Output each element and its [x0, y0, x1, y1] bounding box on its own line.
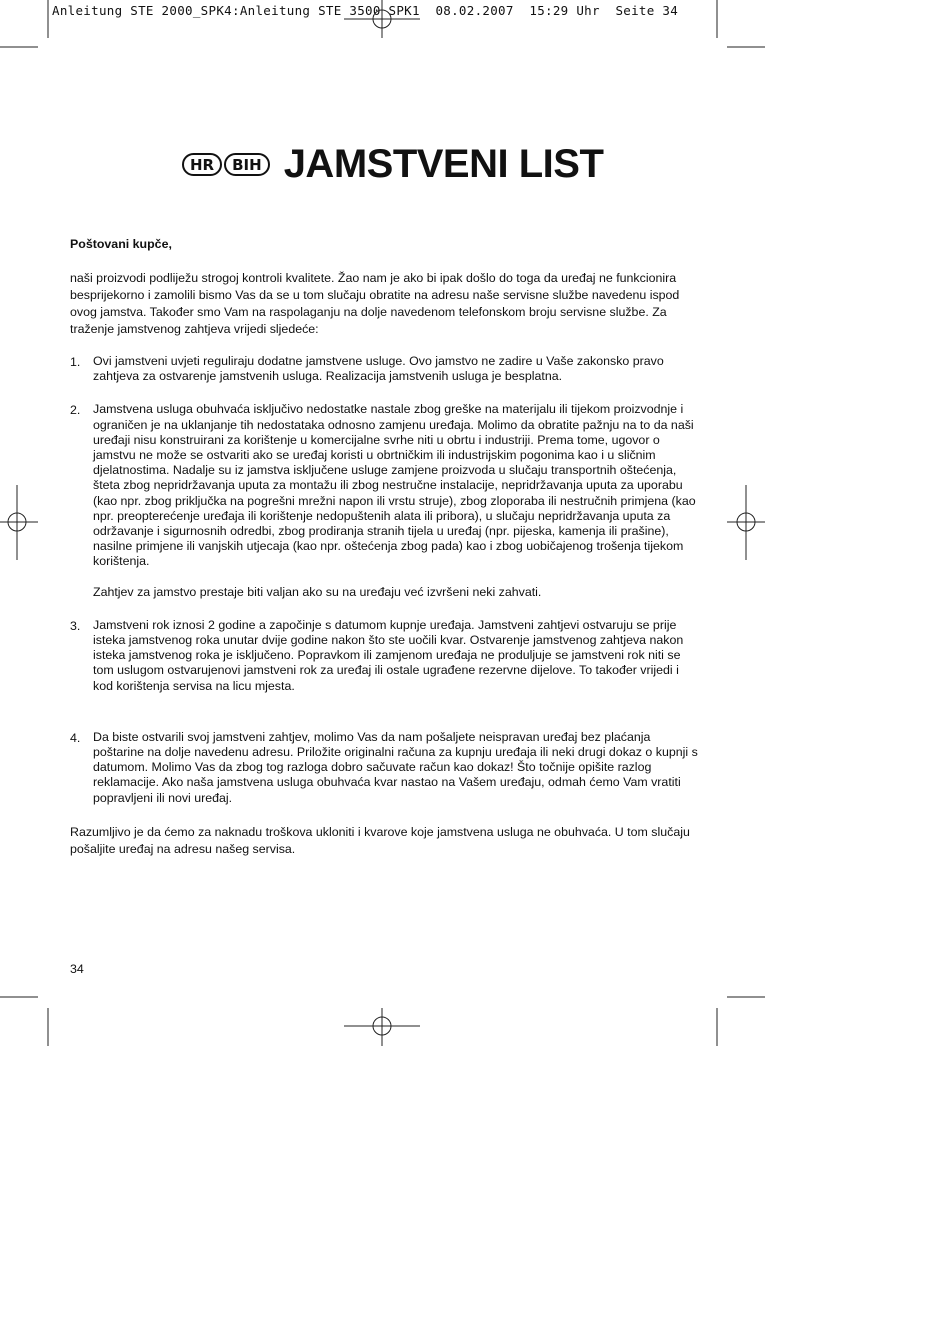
salutation: Poštovani kupče, [70, 237, 172, 251]
registration-mark-bottom [344, 1008, 420, 1046]
list-item-number: 3. [70, 618, 81, 633]
list-item-note: Zahtjev za jamstvo prestaje biti valjan ako su na uređaju već izvršeni neki zahvati. [93, 584, 542, 599]
page-number: 34 [70, 962, 84, 976]
country-badge-bih: BIH [224, 153, 270, 176]
list-item [70, 618, 702, 694]
page-title: JAMSTVENI LIST [283, 142, 604, 186]
closing-paragraph: Razumljivo je da ćemo za naknadu troškova ukloniti i kvarove koje jamstvena usluga ne obuhvaća. U tom slučaju pošaljite uređaj na adresu našeg servisa. [70, 824, 690, 856]
intro-paragraph: naši proizvodi podliježu strogoj kontroli kvalitete. Žao nam je ako bi ipak došlo do toga da uređaj ne funkcionira besprijekorno i zamolili bismo Vas da se u tom slučaju obratite na adresu naše servisne službe navedenu ispod ovog jamstva. Također smo Vam na raspolaganju na dolje navedenom telefonskom broju servisne službe. Za traženje jamstvenog zahtjeva vrijedi sljedeće: [70, 271, 680, 336]
warranty-terms-list [70, 354, 702, 806]
list-item [70, 730, 702, 806]
list-item-number: 4. [70, 730, 81, 745]
list-item-number: 1. [70, 355, 81, 369]
list-item-text: Jamstvena usluga obuhvaća isključivo nedostatke nastale zbog greške na materijalu ili tijekom proizvodnje i ograničen je na uklanjanje tih nedostataka odnosno zamjenu uređaja. Molimo da obratite pažnju na to da naši uređaji nisu konstruirani za korištenje u komercijalne svrhe niti u obrtu i industriji. Prema tome, ugovor o jamstvu ne može se ostvariti ako se uređaj koristi u obrtničkim ili industrijskim pogonima kao i u sličnim djelatnostima. Nadalje su iz jamstva isključene usluge zamjene proizvoda u slučaju transportnih oštećenja, šteta zbog nepridržavanja uputa za montažu ili zbog nestručne instalacije, nepridržavanja uputa za uporabu (kao npr. zbog priključka na pogrešni mrežni napon ili vrstu struje), zbog zloporaba ili nestručnih primjena (kao npr. preopterećenje uređaja ili korištenje nedopuštenih alata ili pribora), u slučaju nepridržavanja uputa za održavanje i sigurnosnih odredbi, zbog prodiranja stranih tijela u uređaj (npr. pijeska, kamenja ili prašine), nasilne primjene ili vanjskih utjecaja (kao npr. oštećenja zbog pada) kao i zbog uobičajenog trošenja tijekom korištenja. [93, 402, 696, 569]
list-item-text: Jamstveni rok iznosi 2 godine a započinje s datumom kupnje uređaja. Jamstveni zahtjevi ostvaruju se prije isteka jamstvenog roka unutar dvije godine nakon što ste uočili kvar. Ostvarenje jamstvenog zahtjeva nakon isteka jamstvenog roka je isključeno. Popravkom ili zamjenom uređaja ne produljuje se jamstveni rok niti se tom uslugom ostvarujenovi jamstveni rok za uređaj ili ostale ugrađene rezervne dijelove. To također vrijedi i kod korištenja servisa na licu mjesta. [93, 617, 684, 693]
print-slug-line: Anleitung STE 2000_SPK4:Anleitung STE 3500 SPK1 08.02.2007 15:29 Uhr Seite 34 [52, 3, 679, 18]
registration-mark-right [727, 485, 765, 560]
list-item-text: Ovi jamstveni uvjeti reguliraju dodatne jamstvene usluge. Ovo jamstvo ne zadire u Vaše zakonsko pravo zahtjeva za ostvarenje jamstvenih usluga. Realizacija jamstvenih usluga je besplatna. [93, 354, 664, 384]
country-badge-hr: HR [182, 153, 222, 176]
list-item [70, 402, 702, 599]
list-item-text: Da biste ostvarili svoj jamstveni zahtjev, molimo Vas da nam pošaljete neispravan uređaj bez plaćanja poštarine na dolje navedenu adresu. Priložite originalni računa za kupnju uređaja ili neki drugi dokaz o kupnji s datumom. Molimo Vas da zbog tog razloga dobro sačuvate račun kao dokaz! Što točnije opišite razlog reklamacije. Ako naša jamstvena usluga obuhvaća kvar nastao na Vašem uređaju, odmah ćemo Vam vratiti popravljeni ili novi uređaj. [93, 729, 698, 805]
list-item-number: 2. [70, 403, 81, 418]
list-item [70, 354, 702, 384]
registration-mark-left [0, 485, 38, 560]
page-header [182, 142, 603, 187]
document-body [70, 236, 702, 858]
registration-mark-top [344, 0, 420, 38]
